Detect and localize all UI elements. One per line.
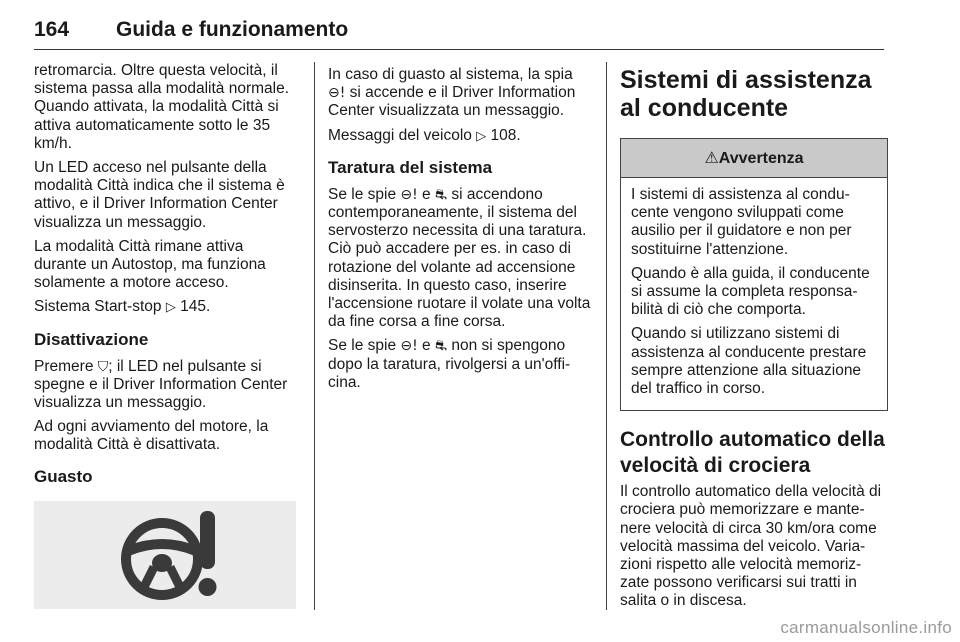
text: non si spengono dopo la taratura, rivolgersi a un'offi-cina. [328, 337, 571, 391]
page-reference-link[interactable]: 108. [490, 126, 521, 144]
page-reference-link[interactable]: 145. [180, 298, 211, 316]
section-heading-sistemi-assistenza: Sistemi di assistenza al conducente [620, 66, 872, 122]
column-2 [328, 66, 594, 398]
paragraph: I sistemi di assistenza al condu-cente vengono sviluppati come ausilio per il guidatore e non per sostituirne l'attenzione. [631, 186, 852, 258]
reference-arrow-icon: ▷ [476, 128, 487, 144]
column-divider [606, 62, 607, 610]
reference-text: Sistema Start-stop [34, 298, 162, 316]
warning-title: Avvertenza [718, 150, 804, 167]
text: e [422, 185, 431, 203]
warning-body [621, 178, 887, 410]
car-skid-icon: ⛐ [434, 186, 448, 203]
text: si accende e il Driver Information Center visualizzata un messaggio. [328, 84, 576, 120]
steering-wheel-exclamation-icon: ⊖! [400, 338, 418, 355]
section-heading-taratura: Taratura del sistema [328, 157, 493, 177]
steering-wheel-exclamation-icon: ⊖! [400, 186, 418, 203]
paragraph: Quando è alla guida, il conducente si assume la completa responsa-bilità di ciò che comporta. [631, 264, 870, 319]
running-title: Guida e funzionamento [116, 18, 349, 41]
steering-warning-illustration [34, 501, 296, 609]
column-divider [314, 62, 315, 610]
car-skid-icon: ⛐ [434, 338, 448, 355]
steering-wheel-exclamation-icon: ⊖! [328, 85, 346, 102]
paragraph [34, 358, 300, 413]
text: Premere [34, 357, 94, 375]
reference-arrow-icon: ▷ [165, 300, 176, 316]
paragraph: La modalità Città rimane attiva durante un Autostop, ma funziona solamente a motore acceso. [34, 237, 266, 292]
paragraph [328, 337, 594, 392]
paragraph: Ad ogni avviamento del motore, la modalità Città è disattivata. [34, 418, 269, 454]
page-number: 164 [34, 18, 70, 41]
paragraph: Un LED acceso nel pulsante della modalità Città indica che il sistema è attivo, e il Driver Information Center visualizza un messaggio. [34, 159, 285, 231]
text: In caso di guasto al sistema, la spia [328, 66, 573, 83]
warning-triangle-icon: ⚠ [704, 148, 719, 167]
text: ; il LED nel pulsante si spegne e il Driver Information Center visualizza un messaggio. [34, 357, 288, 412]
section-heading-disattivazione: Disattivazione [34, 329, 149, 349]
warning-header [621, 139, 887, 178]
watermark: carmanualsonline.info [780, 618, 952, 637]
city-mode-icon: ⛉ [97, 358, 109, 375]
header-rule [34, 49, 884, 50]
column-1 [34, 62, 300, 609]
column-3 [620, 62, 888, 617]
warning-box [620, 138, 888, 411]
reference-text: Messaggi del veicolo [328, 126, 472, 144]
paragraph [328, 66, 594, 121]
paragraph: Quando si utilizzano sistemi di assistenza al conducente prestare sempre attenzione alla situazione del traffico in corso. [631, 325, 867, 398]
paragraph: Il controllo automatico della velocità di crociera può memorizzare e mante-nere velocità di circa 30 km/ora come velocità massima del veicolo. Varia-zioni rispetto alle velocità memoriz-zate possono verificarsi sui tratti in salita o in discesa. [620, 483, 882, 610]
paragraph: retromarcia. Oltre questa velocità, il sistema passa alla modalità normale. Quando attivata, la modalità Città si attiva automaticamente sotto le 35 km/h. [34, 62, 290, 152]
text: si accendono contemporaneamente, il sistema del servosterzo necessita di una taratura. Ciò può accadere per es. in caso di rotazione del volante ad accensione disinserita. In questo caso, inserire l'accensione ruotare il volate una volta da fine corsa a fine corsa. [328, 185, 591, 331]
section-heading-controllo-velocita: Controllo automatico della velocità di crociera [620, 428, 885, 478]
paragraph [34, 298, 300, 317]
text: e [422, 337, 431, 355]
text: Se le spie [328, 185, 397, 203]
text: Se le spie [328, 337, 397, 355]
paragraph [328, 127, 594, 146]
page-header [34, 18, 884, 50]
paragraph [328, 186, 594, 332]
section-heading-guasto: Guasto [34, 466, 93, 486]
steering-wheel-exclamation-icon [34, 501, 296, 609]
